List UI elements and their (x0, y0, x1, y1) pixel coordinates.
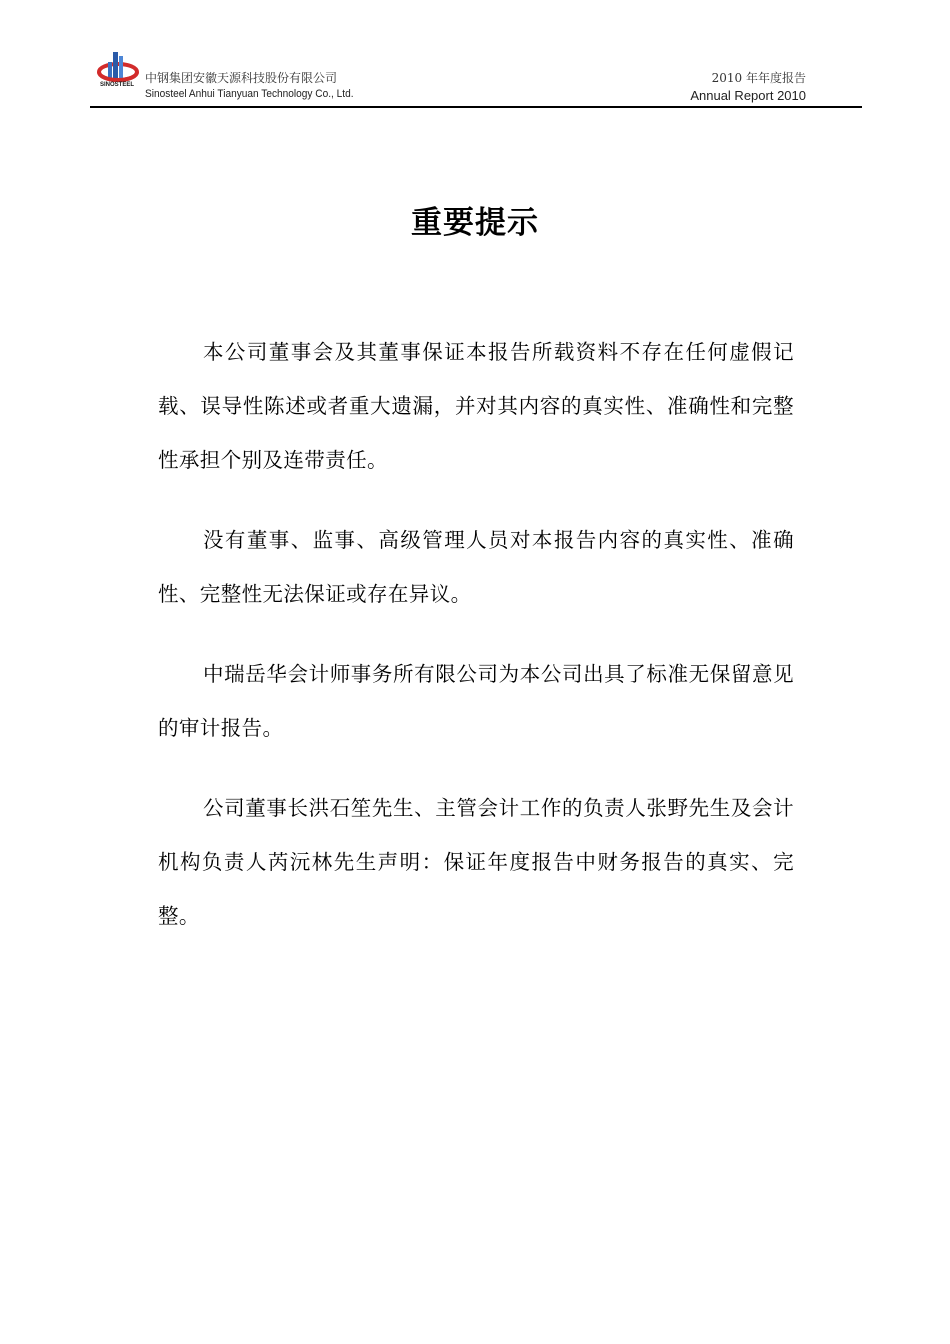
sinosteel-logo (96, 50, 140, 98)
notice-paragraph-2: 没有董事、监事、高级管理人员对本报告内容的真实性、准确性、完整性无法保证或存在异议。 (158, 528, 794, 606)
report-title-en: Annual Report 2010 (690, 88, 806, 103)
report-title-cn: 2010 年年度报告 (711, 71, 806, 85)
notice-paragraph-3: 中瑞岳华会计师事务所有限公司为本公司出具了标准无保留意见的审计报告。 (158, 662, 794, 740)
page-title: 重要提示 (411, 205, 539, 241)
sinosteel-logo-icon (96, 50, 140, 84)
company-name-en: Sinosteel Anhui Tianyuan Technology Co., Ltd. (145, 88, 354, 100)
notice-body (158, 325, 794, 969)
logo-wordmark: SINOSTEEL (100, 82, 135, 88)
page-header (90, 60, 862, 108)
notice-paragraph-4: 公司董事长洪石笙先生、主管会计工作的负责人张野先生及会计机构负责人芮沅林先生声明：保证年度报告中财务报告的真实、完整。 (158, 796, 794, 928)
notice-paragraph-1: 本公司董事会及其董事保证本报告所载资料不存在任何虚假记载、误导性陈述或者重大遗漏，并对其内容的真实性、准确性和完整性承担个别及连带责任。 (158, 340, 794, 472)
company-name-cn: 中钢集团安徽天源科技股份有限公司 (145, 71, 338, 85)
